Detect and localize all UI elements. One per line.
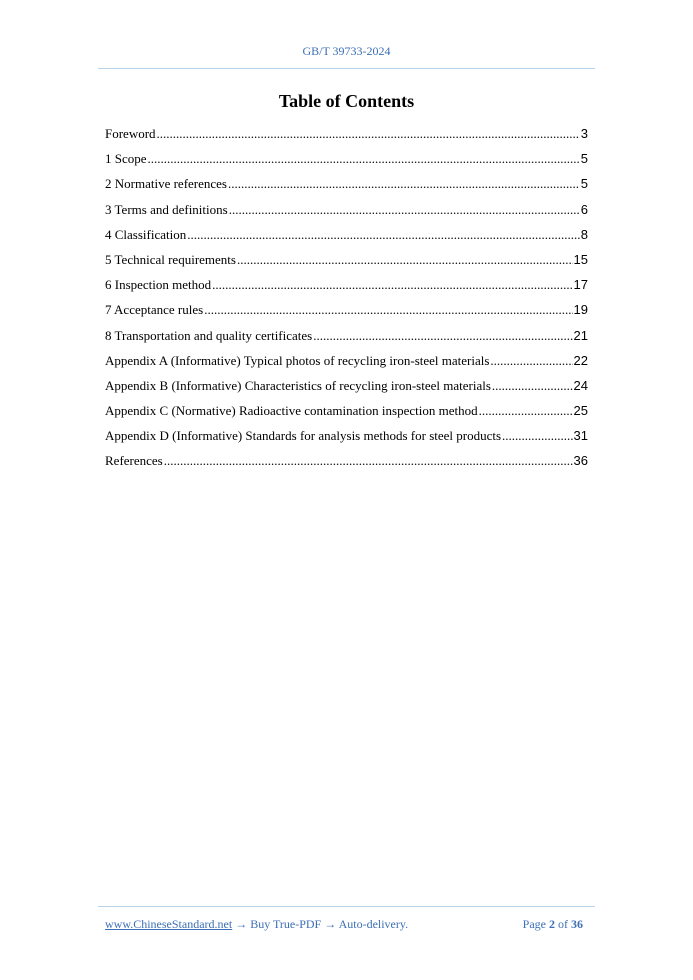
toc-dot-leader [204,302,572,318]
footer-left [105,917,408,932]
current-page-number: 2 [549,917,555,931]
toc-entry[interactable] [105,378,588,403]
page-label: Page [522,917,546,931]
toc-entry-title: 2 Normative references [105,176,227,192]
toc-dot-leader [228,176,580,192]
toc-dot-leader [490,353,572,369]
toc-entry-page: 8 [580,226,588,242]
toc-entry[interactable] [105,302,588,327]
toc-dot-leader [479,403,573,419]
toc-entry-page: 3 [580,126,588,141]
toc-entry-page: 25 [573,403,588,419]
toc-entry-title: 7 Acceptance rules [105,302,204,318]
toc-entry-page: 21 [573,327,588,343]
toc-entry-title: Appendix B (Informative) Characteristics of recycling iron-steel materials [105,377,491,393]
toc-dot-leader [492,378,573,394]
toc-entry[interactable] [105,176,588,201]
of-label: of [558,917,568,931]
toc-entry-title: 6 Inspection method [105,277,212,293]
toc-entry-title: Appendix C (Normative) Radioactive contamination inspection method [105,403,478,419]
website-link[interactable]: www.ChineseStandard.net [105,917,233,931]
footer-divider [98,906,595,907]
toc-dot-leader [229,202,580,218]
toc-entry-page: 5 [580,176,588,192]
toc-entry[interactable] [105,252,588,277]
toc-dot-leader [502,428,572,444]
toc-entry-page: 31 [573,428,588,444]
document-footer [105,917,583,932]
toc-entry-title: Appendix D (Informative) Standards for analysis methods for steel products [105,428,502,444]
toc-entry-page: 17 [573,277,588,293]
toc-entry-page: 6 [580,201,588,217]
toc-entry-page: 24 [573,377,588,393]
toc-entry[interactable] [105,227,588,252]
toc-entry[interactable] [105,353,588,378]
toc-entry-title: 3 Terms and definitions [105,201,228,217]
header-divider [98,68,595,69]
toc-entry[interactable] [105,453,588,478]
toc-entry[interactable] [105,428,588,453]
toc-entry[interactable] [105,328,588,353]
standard-code: GB/T 39733-2024 [302,44,391,58]
toc-dot-leader [187,227,580,243]
toc-entry-page: 5 [580,151,588,167]
toc-dot-leader [148,151,580,167]
toc-entry-title: Foreword [105,126,156,141]
toc-entry-title: 4 Classification [105,226,187,242]
toc-entry-page: 36 [573,453,588,469]
toc-dot-leader [157,126,580,142]
toc-entry-title: References [105,453,163,469]
toc-entry[interactable] [105,126,588,151]
toc-entry[interactable] [105,277,588,302]
toc-entry-title: Appendix A (Informative) Typical photos of recycling iron-steel materials [105,352,490,368]
toc-entry-page: 15 [573,251,588,267]
toc-title: Table of Contents [278,91,415,111]
toc-entry-page: 19 [573,302,588,318]
toc-dot-leader [212,277,572,293]
toc-entry[interactable] [105,202,588,227]
page-indicator [523,917,583,932]
toc-entry-title: 1 Scope [105,151,147,167]
toc-dot-leader [164,453,573,469]
toc-entry[interactable] [105,151,588,176]
total-pages-number: 36 [571,917,583,931]
table-of-contents [105,126,588,479]
toc-entry-page: 22 [573,352,588,368]
toc-dot-leader [313,328,572,344]
toc-entry-title: 8 Transportation and quality certificates [105,327,313,343]
toc-entry-title: 5 Technical requirements [105,251,236,267]
document-header [0,44,693,59]
toc-dot-leader [237,252,573,268]
footer-tagline: → Buy True-PDF → Auto-delivery. [232,917,409,931]
toc-entry[interactable] [105,403,588,428]
